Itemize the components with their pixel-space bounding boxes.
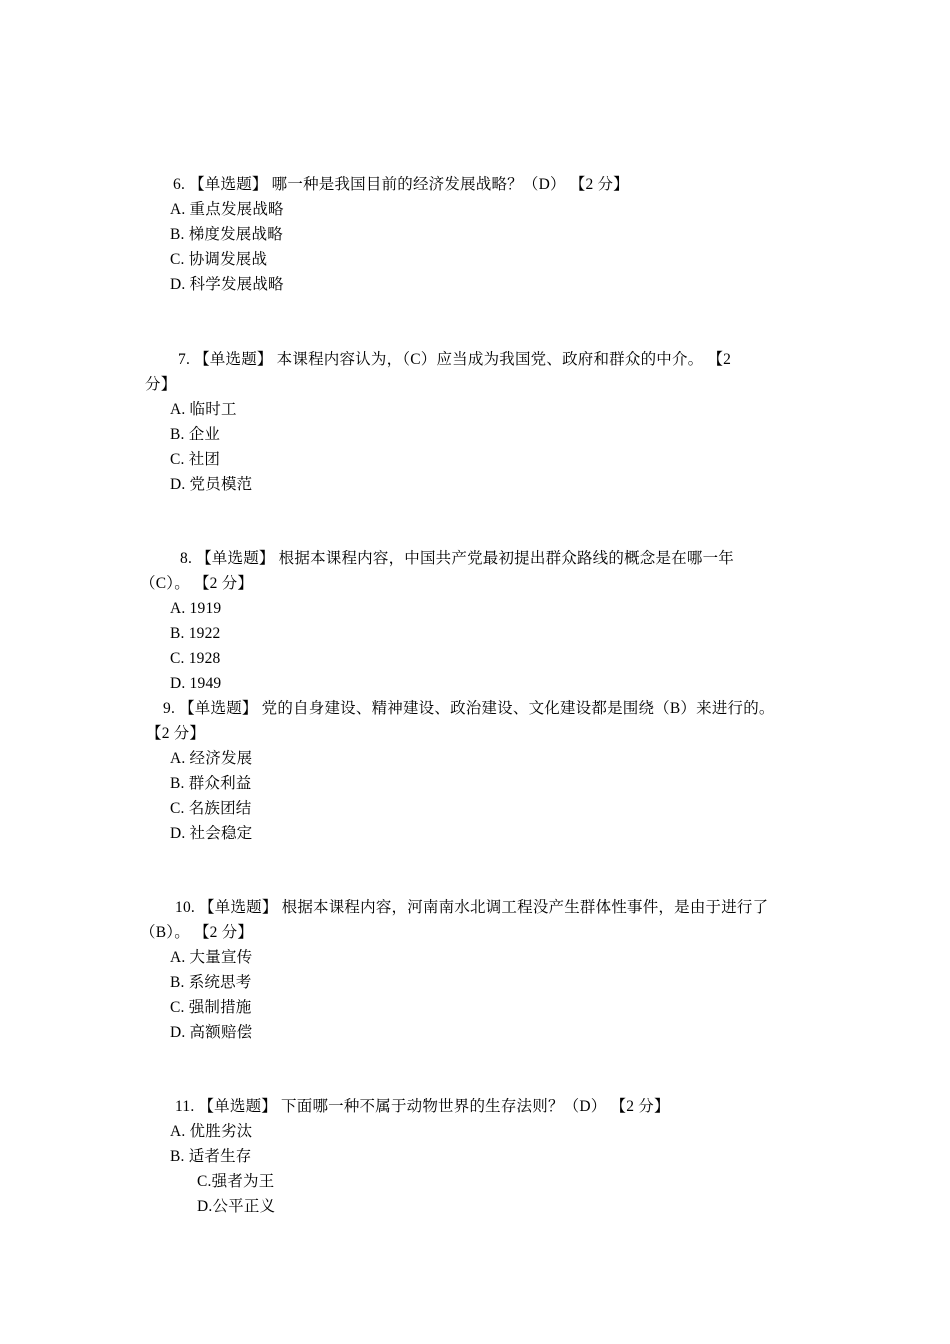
question-10-option-a: A. 大量宣传 (170, 949, 253, 966)
question-7-option-b: B. 企业 (170, 426, 221, 443)
question-8-option-b: B. 1922 (170, 625, 221, 642)
question-11-option-a: A. 优胜劣汰 (170, 1123, 253, 1140)
question-10-option-c: C. 强制措施 (170, 999, 252, 1016)
question-8-stem: 8. 【单选题】 根据本课程内容，中国共产党最初提出群众路线的概念是在哪一年 (180, 550, 734, 567)
question-6-stem: 6. 【单选题】 哪一种是我国目前的经济发展战略？（D） 【2 分】 (173, 176, 629, 193)
question-10-option-b: B. 系统思考 (170, 974, 252, 991)
question-11-option-b: B. 适者生存 (170, 1148, 252, 1165)
question-9-option-c: C. 名族团结 (170, 800, 252, 817)
question-6-option-d: D. 科学发展战略 (170, 276, 284, 293)
question-7-option-c: C. 社团 (170, 451, 221, 468)
question-8-option-a: A. 1919 (170, 600, 222, 617)
question-8-option-c: C. 1928 (170, 650, 221, 667)
question-9-option-a: A. 经济发展 (170, 750, 253, 767)
question-11-option-c: C.强者为王 (197, 1173, 275, 1190)
question-6-option-a: A. 重点发展战略 (170, 201, 284, 218)
question-9-option-b: B. 群众利益 (170, 775, 252, 792)
question-6-option-c: C. 协调发展战 (170, 251, 268, 268)
question-10-option-d: D. 高额赔偿 (170, 1024, 253, 1041)
question-11-option-d: D.公平正义 (197, 1198, 276, 1215)
question-6-option-b: B. 梯度发展战略 (170, 226, 283, 243)
question-7-stem: 7. 【单选题】 本课程内容认为，（C）应当成为我国党、政府和群众的中介。 【2 (178, 351, 732, 368)
question-9-stem: 9. 【单选题】 党的自身建设、精神建设、政治建设、文化建设都是围绕（B）来进行的。 (163, 700, 775, 717)
question-9-option-d: D. 社会稳定 (170, 825, 253, 842)
question-7-stem-cont: 分】 (145, 376, 177, 393)
question-9-stem-cont: 【2 分】 (146, 725, 206, 742)
question-10-stem: 10. 【单选题】 根据本课程内容，河南南水北调工程没产生群体性事件，是由于进行了 (175, 899, 769, 916)
question-7-option-d: D. 党员模范 (170, 476, 253, 493)
question-10-stem-cont: （B）。 【2 分】 (140, 924, 254, 941)
question-8-option-d: D. 1949 (170, 675, 222, 692)
question-8-stem-cont: （C）。 【2 分】 (140, 575, 254, 592)
question-11-stem: 11. 【单选题】 下面哪一种不属于动物世界的生存法则？（D） 【2 分】 (175, 1098, 670, 1115)
question-7-option-a: A. 临时工 (170, 401, 237, 418)
